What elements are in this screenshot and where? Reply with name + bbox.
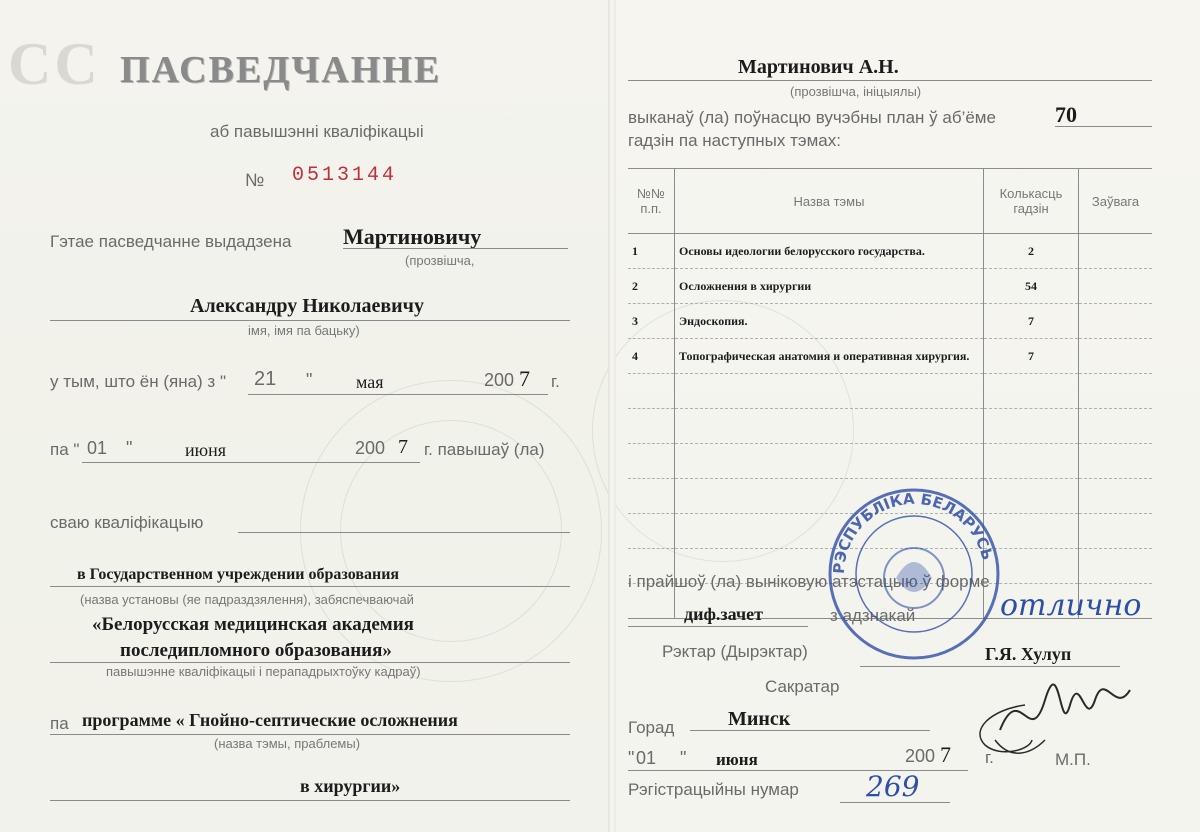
attestation-form: диф.зачет — [684, 604, 763, 624]
institution-line-2: «Белорусская медицинская академия — [92, 614, 414, 635]
surname-caption: (прозвішча, — [405, 253, 475, 268]
qualification-label: сваю кваліфікацыю — [50, 513, 204, 532]
to-label: па " — [50, 440, 80, 459]
underline — [628, 626, 808, 627]
topic-name: Эндоскопия. — [675, 304, 984, 339]
underline — [860, 666, 1120, 667]
given-names: Александру Николаевичу — [190, 295, 424, 317]
page-fold — [608, 0, 616, 832]
city: Минск — [728, 708, 791, 730]
underline — [50, 734, 570, 735]
underline — [50, 800, 570, 801]
underline — [628, 80, 1152, 81]
subtitle: аб павышэнні кваліфікацыі — [210, 122, 424, 141]
underline — [238, 532, 570, 533]
institution-line-1: в Государственном учреждении образования — [77, 566, 400, 583]
underline — [343, 248, 568, 249]
topic-name: Основы идеологии белорусского государства. — [675, 234, 984, 269]
underline — [50, 586, 570, 587]
completed-label: выканаў (ла) поўнасцю вучэбны план ў аб’ёме — [628, 108, 996, 127]
table-row — [628, 409, 1152, 444]
topic-number: 4 — [628, 339, 675, 374]
program-label: па — [50, 714, 69, 733]
col-header-notes: Заўвага — [1079, 169, 1153, 234]
watermark-letters: С С — [8, 31, 92, 97]
topic-number: 2 — [628, 269, 675, 304]
seal-text: РЭСПУБЛІКА БЕЛАРУСЬ — [829, 489, 997, 575]
date-year-digit: 7 — [940, 742, 951, 767]
from-year-digit: 7 — [519, 366, 530, 391]
program-line-2: в хирургии» — [300, 776, 401, 796]
official-seal — [826, 486, 1002, 662]
topic-notes — [1079, 304, 1153, 339]
rector-name: Г.Я. Хулуп — [985, 644, 1072, 664]
topic-number: 1 — [628, 234, 675, 269]
topic-number: 3 — [628, 304, 675, 339]
to-year-prefix: 200 — [355, 438, 386, 458]
table-row — [628, 304, 1152, 339]
rector-label: Рэктар (Дырэктар) — [662, 642, 808, 661]
grade-handwritten: отлично — [1000, 588, 1142, 623]
hours-total: 70 — [1055, 102, 1077, 127]
col-header-number: №№ п.п. — [628, 169, 675, 234]
topic-name: Осложнения в хирургии — [675, 269, 984, 304]
col-header-hours: Колькасць гадзін — [984, 169, 1079, 234]
underline — [50, 320, 570, 321]
grade-label: з адзнакай — [830, 606, 916, 625]
topic-hours: 7 — [984, 304, 1079, 339]
institution-line-3: последипломного образования» — [120, 640, 392, 661]
to-day: 01 — [87, 438, 108, 458]
institution-caption: (назва установы (яе падраздзялення), забяспечваючай — [80, 592, 414, 607]
table-row — [628, 269, 1152, 304]
topic-hours: 7 — [984, 339, 1079, 374]
underline — [82, 462, 420, 463]
date-day: 01 — [636, 748, 657, 768]
to-month: июня — [185, 440, 226, 460]
quote-mark: " — [306, 370, 313, 390]
col-header-topic: Назва тэмы — [675, 169, 984, 234]
attestation-label: і прайшоў (ла) выніковую атэстацыю ў форме — [628, 572, 990, 591]
to-year-digit: 7 — [398, 436, 408, 458]
secretary-label: Сакратар — [765, 677, 840, 696]
number-label: № — [245, 170, 265, 190]
from-day: 21 — [254, 368, 277, 390]
table-row — [628, 374, 1152, 409]
reg-number: 269 — [866, 770, 920, 803]
certificate-number: 0513144 — [292, 164, 398, 187]
surname: Мартиновичу — [343, 224, 482, 249]
seal-place: М.П. — [1055, 750, 1091, 769]
to-suffix: г. павышаў (ла) — [424, 440, 545, 459]
program-caption: (назва тэмы, праблемы) — [214, 736, 361, 751]
underline — [840, 802, 950, 803]
reg-label: Рэгістрацыйны нумар — [628, 780, 799, 799]
from-label: у тым, што ён (яна) з " — [50, 372, 226, 391]
underline — [248, 394, 548, 395]
underline — [1055, 126, 1152, 127]
date-quote: " — [680, 748, 687, 768]
table-row — [628, 444, 1152, 479]
topic-notes — [1079, 234, 1153, 269]
hours-label: гадзін па наступных тэмах: — [628, 131, 841, 150]
from-month: мая — [356, 372, 384, 392]
topic-notes — [1079, 339, 1153, 374]
document-title: ПАСВЕДЧАННЕ — [120, 49, 442, 91]
institution-caption-2: павышэнне кваліфікацыі і перападрыхтоўку кадраў) — [106, 664, 421, 679]
date-month: июня — [716, 750, 758, 769]
holder-name: Мартинович А.Н. — [738, 56, 899, 78]
underline — [690, 730, 930, 731]
topic-hours: 54 — [984, 269, 1079, 304]
table-row — [628, 339, 1152, 374]
date-year-prefix: 200 — [905, 746, 936, 766]
from-year-suffix: г. — [551, 372, 560, 391]
seal-emblem — [896, 562, 932, 592]
underline — [50, 662, 570, 663]
topic-hours: 2 — [984, 234, 1079, 269]
topic-name: Топографическая анатомия и оперативная хирургия. — [675, 339, 984, 374]
date-quote: " — [628, 748, 635, 768]
from-year-prefix: 200 — [484, 370, 515, 390]
issued-label: Гэтае пасведчанне выдадзена — [50, 232, 292, 251]
signature-loop — [970, 700, 1040, 760]
name-caption: (прозвішча, ініцыялы) — [790, 84, 922, 99]
given-caption: імя, імя па бацьку) — [248, 323, 360, 338]
topic-notes — [1079, 269, 1153, 304]
city-label: Горад — [628, 718, 675, 737]
quote-mark: " — [126, 438, 133, 458]
program-line-1: программе « Гнойно-септические осложнения — [82, 710, 458, 730]
table-row — [628, 234, 1152, 269]
date-suffix: г. — [985, 748, 994, 767]
